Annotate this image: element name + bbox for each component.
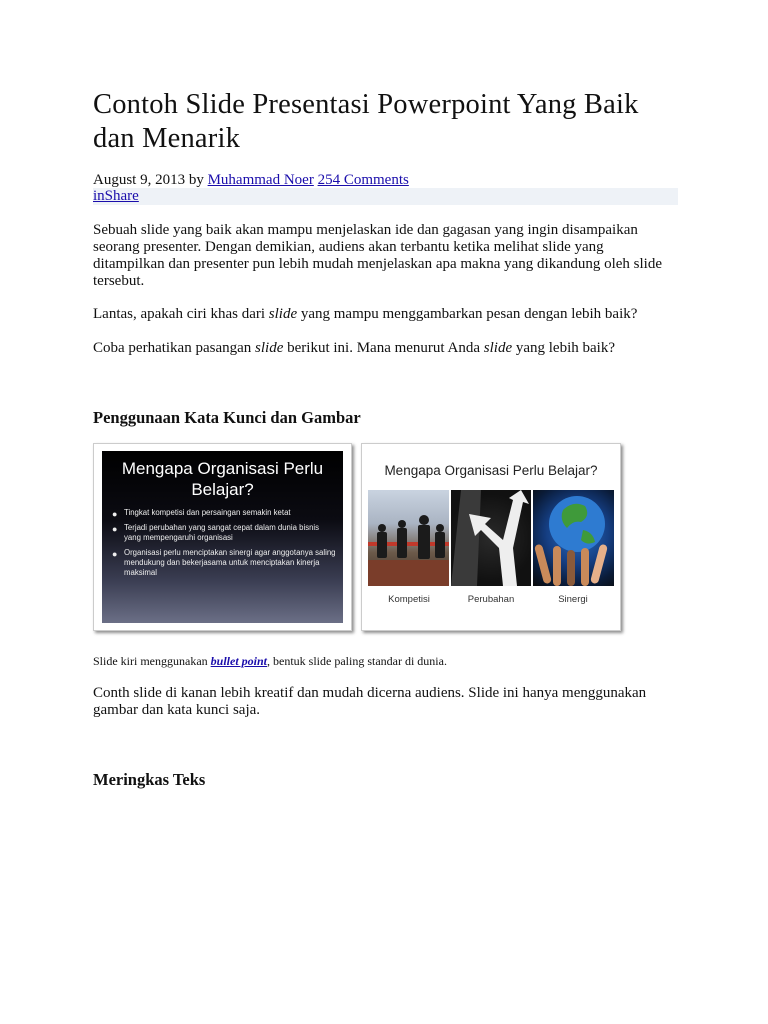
- bullet-text: Organisasi perlu menciptakan sinergi agar anggotanya saling mendukung dan bekerjasama untuk menciptakan kinerja maksimal: [124, 548, 336, 577]
- bullet-text: Terjadi perubahan yang sangat cepat dalam dunia bisnis yang mempengaruhi organisasi: [124, 523, 320, 542]
- globe-hands-photo: [533, 490, 614, 586]
- bullet-icon: ●: [112, 549, 118, 559]
- text-span: yang mampu menggambarkan pesan dengan lebih baik?: [297, 306, 638, 322]
- arrow-graphic: [451, 490, 532, 586]
- globe-graphic: [533, 490, 614, 586]
- text-span: Slide kiri menggunakan: [93, 654, 211, 668]
- runners-photo: [368, 490, 449, 586]
- slide-left-title: Mengapa Organisasi Perlu Belajar?: [121, 459, 324, 499]
- slide-bullet: [112, 548, 337, 578]
- slide-left-bullets: [112, 508, 337, 578]
- label-kompetisi: Kompetisi: [388, 594, 430, 605]
- road-arrow-photo: [451, 490, 532, 586]
- slide-right-labels: [368, 594, 614, 605]
- compare-paragraph: [93, 340, 673, 357]
- slide-bullet: [112, 508, 337, 518]
- section-heading-keywords: Penggunaan Kata Kunci dan Gambar: [93, 408, 361, 427]
- runners-graphic: [368, 490, 449, 586]
- author-link[interactable]: Muhammad Noer: [207, 172, 314, 188]
- text-span: , bentuk slide paling standar di dunia.: [267, 654, 447, 668]
- slide-right-content: [368, 450, 614, 624]
- article-title: Contoh Slide Presentasi Powerpoint Yang Baik dan Menarik: [93, 89, 639, 154]
- text-span: yang lebih baik?: [512, 340, 615, 356]
- text-span: Coba perhatikan pasangan: [93, 340, 256, 356]
- label-perubahan: Perubahan: [467, 594, 515, 605]
- slide-left-content: [102, 451, 343, 623]
- share-bar: [93, 188, 678, 205]
- slide-caption: [93, 654, 447, 668]
- emphasis: slide: [268, 306, 298, 322]
- bullet-icon: ●: [112, 509, 118, 519]
- label-sinergi: Sinergi: [558, 594, 588, 605]
- section-heading-summarize: Meringkas Teks: [93, 770, 206, 789]
- emphasis: slide: [483, 340, 513, 356]
- text-span: berikut ini. Mana menurut Anda: [283, 340, 484, 356]
- bullet-icon: ●: [112, 524, 118, 534]
- question-paragraph: [93, 306, 673, 323]
- conclusion-paragraph: Conth slide di kanan lebih kreatif dan mudah dicerna audiens. Slide ini hanya menggunakan gambar dan kata kunci saja.: [93, 685, 647, 718]
- bullet-text: Tingkat kompetisi dan persaingan semakin ketat: [124, 508, 291, 517]
- emphasis: slide: [255, 340, 284, 356]
- post-date: August 9, 2013 by: [93, 172, 208, 188]
- comments-link[interactable]: 254 Comments: [317, 172, 409, 188]
- inshare-link[interactable]: inShare: [93, 188, 139, 204]
- slide-bullet: [112, 523, 337, 543]
- slide-left-image: [93, 443, 352, 631]
- article-meta: [93, 172, 409, 189]
- slide-right-title: Mengapa Organisasi Perlu Belajar?: [384, 463, 598, 478]
- bullet-point-link[interactable]: bullet point: [210, 654, 267, 668]
- intro-paragraph: Sebuah slide yang baik akan mampu menjelaskan ide dan gagasan yang ingin disampaikan seorang presenter. Dengan demikian, audiens akan terbantu ketika melihat slide yang ditampilkan dan presenter pun lebih mudah menjelaskan apa makna yang dikandung oleh slide tersebut.: [93, 222, 663, 289]
- slide-right-image: [361, 443, 621, 631]
- slide-right-images: [368, 490, 614, 586]
- text-span: Lantas, apakah ciri khas dari: [93, 306, 269, 322]
